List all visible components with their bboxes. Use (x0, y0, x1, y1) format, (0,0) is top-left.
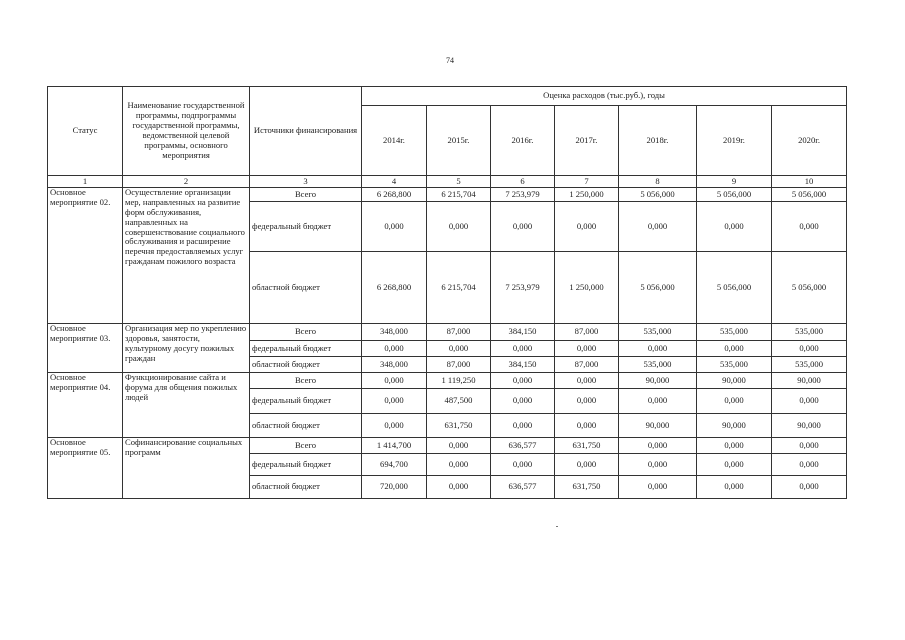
table-header (48, 87, 847, 188)
expense-value: 6 268,800 (362, 252, 427, 324)
expense-value: 535,000 (697, 324, 772, 341)
expense-value: 0,000 (619, 476, 697, 499)
expense-value: 0,000 (427, 341, 491, 357)
expense-value: 90,000 (619, 414, 697, 438)
header-year: 2014г. (362, 106, 427, 176)
table-body (48, 188, 847, 499)
expense-value: 384,150 (491, 357, 555, 373)
budget-table (47, 86, 847, 499)
expense-value: 0,000 (491, 202, 555, 252)
expense-value: 90,000 (772, 373, 847, 389)
expense-value: 0,000 (555, 414, 619, 438)
header-year: 2015г. (427, 106, 491, 176)
funding-source: областной бюджет (250, 414, 362, 438)
expense-value: 0,000 (619, 389, 697, 414)
expense-value: 0,000 (427, 476, 491, 499)
page-number: 74 (446, 56, 454, 65)
expense-value: 535,000 (772, 324, 847, 341)
expense-value: 0,000 (362, 414, 427, 438)
expense-value: 6 268,800 (362, 188, 427, 202)
expense-value: 0,000 (555, 389, 619, 414)
column-number: 2 (123, 176, 250, 188)
expense-value: 720,000 (362, 476, 427, 499)
expense-value: 0,000 (619, 454, 697, 476)
expense-value: 0,000 (555, 202, 619, 252)
measure-status: Основное мероприятие 02. (48, 188, 123, 324)
column-number: 10 (772, 176, 847, 188)
expense-value: 0,000 (491, 373, 555, 389)
funding-source: областной бюджет (250, 357, 362, 373)
expense-value: 6 215,704 (427, 188, 491, 202)
column-number: 8 (619, 176, 697, 188)
expense-value: 0,000 (619, 438, 697, 454)
expense-value: 87,000 (555, 357, 619, 373)
funding-source: Всего (250, 438, 362, 454)
expense-value: 0,000 (555, 341, 619, 357)
expense-value: 5 056,000 (619, 188, 697, 202)
expense-value: 0,000 (772, 454, 847, 476)
expense-value: 1 250,000 (555, 252, 619, 324)
expense-value: 1 119,250 (427, 373, 491, 389)
column-number: 5 (427, 176, 491, 188)
expense-value: 535,000 (697, 357, 772, 373)
funding-source: Всего (250, 188, 362, 202)
expense-value: 7 253,979 (491, 252, 555, 324)
expense-value: 7 253,979 (491, 188, 555, 202)
table-row (48, 324, 847, 341)
expense-value: 0,000 (491, 389, 555, 414)
expense-value: 0,000 (362, 389, 427, 414)
expense-value: 631,750 (555, 476, 619, 499)
expense-value: 87,000 (555, 324, 619, 341)
table-row (48, 438, 847, 454)
funding-source: федеральный бюджет (250, 454, 362, 476)
funding-source: Всего (250, 373, 362, 389)
column-number: 4 (362, 176, 427, 188)
expense-value: 90,000 (619, 373, 697, 389)
header-name: Наименование государственной программы, подпрограммы государственной программы, ведомственной целевой программы, основного мероприятия (123, 87, 250, 176)
expense-value: 694,700 (362, 454, 427, 476)
measure-name: Организация мер по укреплению здоровья, занятости, культурному досугу пожилых граждан (123, 324, 250, 373)
expense-value: 636,577 (491, 476, 555, 499)
expense-value: 535,000 (619, 324, 697, 341)
expense-value: 0,000 (491, 414, 555, 438)
expense-value: 0,000 (697, 438, 772, 454)
header-year: 2019г. (697, 106, 772, 176)
expense-value: 0,000 (772, 476, 847, 499)
expense-value: 5 056,000 (619, 252, 697, 324)
expense-value: 0,000 (555, 454, 619, 476)
measure-status: Основное мероприятие 05. (48, 438, 123, 499)
header-sources: Источники финансирования (250, 87, 362, 176)
expense-value: 5 056,000 (697, 188, 772, 202)
column-number: 7 (555, 176, 619, 188)
measure-name: Осуществление организации мер, направленных на развитие форм обслуживания, направленных на совершенствование социального обслуживания и расширение перечня предоставляемых услуг гражданам пожилого возраста (123, 188, 250, 324)
expense-value: 1 250,000 (555, 188, 619, 202)
header-year: 2018г. (619, 106, 697, 176)
expense-value: 0,000 (427, 438, 491, 454)
column-number: 6 (491, 176, 555, 188)
expense-value: 0,000 (697, 389, 772, 414)
expense-value: 90,000 (697, 373, 772, 389)
expense-value: 535,000 (772, 357, 847, 373)
header-status: Статус (48, 87, 123, 176)
funding-source: федеральный бюджет (250, 389, 362, 414)
measure-status: Основное мероприятие 03. (48, 324, 123, 373)
column-number: 3 (250, 176, 362, 188)
expense-value: 0,000 (697, 454, 772, 476)
measure-name: Функционирование сайта и форума для общения пожилых людей (123, 373, 250, 438)
expense-value: 5 056,000 (772, 188, 847, 202)
measure-status: Основное мероприятие 04. (48, 373, 123, 438)
expense-value: 631,750 (427, 414, 491, 438)
header-year: 2016г. (491, 106, 555, 176)
expense-value: 87,000 (427, 357, 491, 373)
expense-value: 1 414,700 (362, 438, 427, 454)
column-number: 1 (48, 176, 123, 188)
table-row (48, 188, 847, 202)
expense-value: 636,577 (491, 438, 555, 454)
header-year: 2020г. (772, 106, 847, 176)
expense-value: 0,000 (697, 341, 772, 357)
expense-value: 0,000 (772, 438, 847, 454)
header-year: 2017г. (555, 106, 619, 176)
expense-value: 0,000 (427, 454, 491, 476)
expense-value: 90,000 (697, 414, 772, 438)
expense-value: 90,000 (772, 414, 847, 438)
expense-value: 0,000 (619, 341, 697, 357)
header-estimate: Оценка расходов (тыс.руб.), годы (362, 87, 847, 106)
expense-value: 5 056,000 (697, 252, 772, 324)
expense-value: 348,000 (362, 324, 427, 341)
expense-value: 348,000 (362, 357, 427, 373)
column-number: 9 (697, 176, 772, 188)
funding-source: федеральный бюджет (250, 341, 362, 357)
measure-name: Софинансирование социальных программ (123, 438, 250, 499)
expense-value: 0,000 (362, 202, 427, 252)
expense-value: 0,000 (697, 202, 772, 252)
expense-value: 535,000 (619, 357, 697, 373)
expense-value: 0,000 (555, 373, 619, 389)
table-row (48, 373, 847, 389)
expense-value: 0,000 (772, 341, 847, 357)
expense-value: 0,000 (362, 341, 427, 357)
funding-source: Всего (250, 324, 362, 341)
expense-value: 0,000 (491, 341, 555, 357)
expense-value: 5 056,000 (772, 252, 847, 324)
expense-value: 0,000 (362, 373, 427, 389)
expense-value: 0,000 (697, 476, 772, 499)
column-number-row (48, 176, 847, 188)
funding-source: областной бюджет (250, 476, 362, 499)
expense-value: 0,000 (619, 202, 697, 252)
expense-value: 631,750 (555, 438, 619, 454)
expense-value: 0,000 (772, 389, 847, 414)
expense-value: 487,500 (427, 389, 491, 414)
expense-value: 0,000 (427, 202, 491, 252)
expense-value: 0,000 (772, 202, 847, 252)
funding-source: областной бюджет (250, 252, 362, 324)
expense-value: 0,000 (491, 454, 555, 476)
scan-speck (556, 526, 558, 527)
expense-value: 87,000 (427, 324, 491, 341)
expense-value: 384,150 (491, 324, 555, 341)
expense-value: 6 215,704 (427, 252, 491, 324)
funding-source: федеральный бюджет (250, 202, 362, 252)
